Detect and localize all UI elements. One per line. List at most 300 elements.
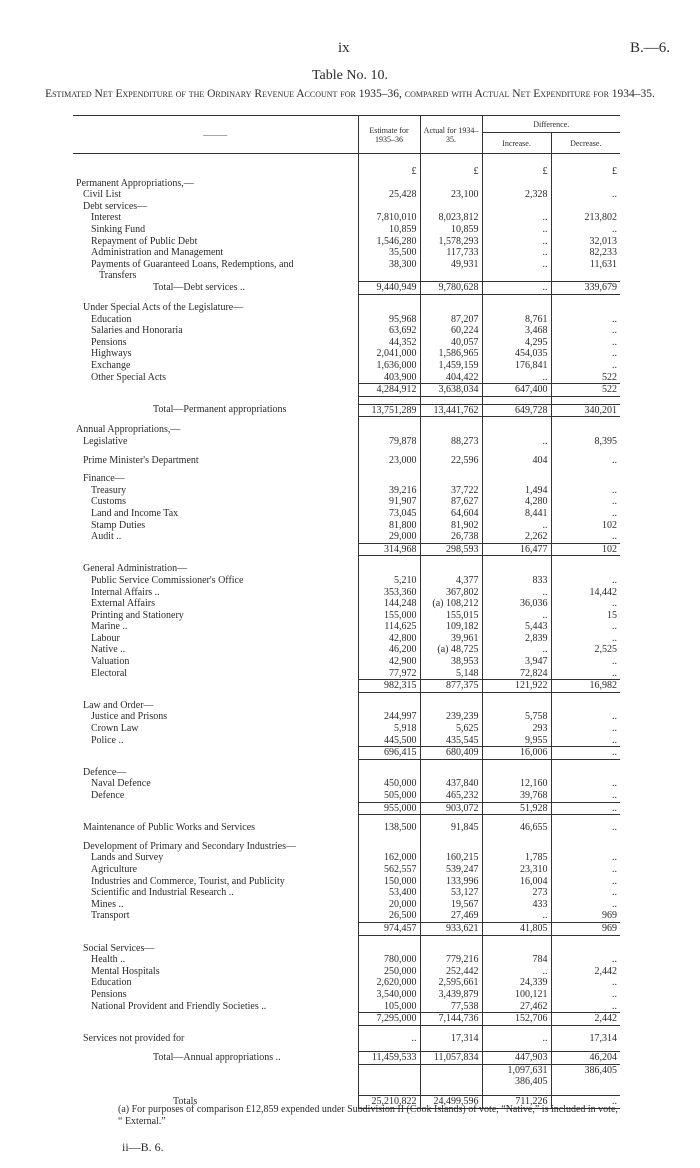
table-row bbox=[73, 455, 620, 467]
actual-cell: 24,499,596 bbox=[420, 1096, 482, 1109]
empty-cell bbox=[420, 201, 482, 213]
actual-cell: 404,422 bbox=[420, 372, 482, 384]
estimate-cell: 1,636,000 bbox=[358, 360, 420, 372]
group-heading: Development of Primary and Secondary Industries— bbox=[83, 840, 297, 852]
increase-cell: 447,903 bbox=[482, 1052, 551, 1065]
increase-cell: 433 bbox=[482, 899, 551, 911]
actual-cell: 155,015 bbox=[420, 610, 482, 622]
empty-cell bbox=[482, 270, 551, 282]
decrease-cell: .. bbox=[551, 189, 620, 201]
row-label: Agriculture bbox=[91, 863, 138, 875]
decrease-cell: .. bbox=[551, 360, 620, 372]
spacer-row bbox=[73, 692, 620, 700]
increase-cell: 2,262 bbox=[482, 531, 551, 543]
table-row bbox=[73, 876, 620, 888]
row-label: Repayment of Public Debt bbox=[91, 235, 198, 247]
increase-cell: .. bbox=[482, 282, 551, 295]
table-row bbox=[73, 496, 620, 508]
estimate-cell: 44,352 bbox=[358, 337, 420, 349]
estimate-cell: 46,200 bbox=[358, 644, 420, 656]
empty-cell bbox=[358, 700, 420, 712]
estimate-cell: 2,620,000 bbox=[358, 977, 420, 989]
row-label: Valuation bbox=[91, 656, 130, 668]
increase-cell: 4,280 bbox=[482, 496, 551, 508]
spacer-row bbox=[73, 1044, 620, 1052]
table-title: Table No. 10. bbox=[311, 68, 388, 83]
decrease-cell: 102 bbox=[551, 543, 620, 556]
spacer-cell bbox=[482, 935, 551, 943]
actual-cell: 133,996 bbox=[420, 876, 482, 888]
increase-cell: 24,339 bbox=[482, 977, 551, 989]
decrease-cell: .. bbox=[551, 633, 620, 645]
group-heading-row bbox=[73, 302, 620, 314]
actual-cell: 3,439,879 bbox=[420, 989, 482, 1001]
spacer-row bbox=[73, 295, 620, 303]
spacer-cell bbox=[420, 1044, 482, 1052]
actual-cell: 5,148 bbox=[420, 668, 482, 680]
spacer-cell bbox=[358, 692, 420, 700]
increase-cell: 833 bbox=[482, 575, 551, 587]
decrease-cell: 213,802 bbox=[551, 212, 620, 224]
actual-cell: 38,953 bbox=[420, 656, 482, 668]
estimate-cell: 5,210 bbox=[358, 575, 420, 587]
row-label bbox=[73, 1076, 358, 1088]
actual-cell: 10,859 bbox=[420, 224, 482, 236]
subtotal-row bbox=[73, 404, 620, 417]
estimate-cell: 562,557 bbox=[358, 864, 420, 876]
actual-cell: 11,057,834 bbox=[420, 1052, 482, 1065]
row-label: External Affairs bbox=[91, 598, 155, 610]
header-difference: Difference. bbox=[482, 116, 620, 133]
actual-cell bbox=[420, 1076, 482, 1088]
increase-cell: 647,400 bbox=[482, 384, 551, 397]
decrease-cell: .. bbox=[551, 508, 620, 520]
estimate-cell: 10,859 bbox=[358, 224, 420, 236]
empty-cell bbox=[551, 201, 620, 213]
estimate-cell: 7,810,010 bbox=[358, 212, 420, 224]
actual-cell: 465,232 bbox=[420, 790, 482, 802]
estimate-cell: 91,907 bbox=[358, 496, 420, 508]
table-row bbox=[73, 598, 620, 610]
row-label: Health .. bbox=[91, 954, 126, 966]
decrease-cell: .. bbox=[551, 876, 620, 888]
spacer-row bbox=[73, 466, 620, 473]
spacer-cell bbox=[73, 556, 358, 564]
empty-cell bbox=[358, 767, 420, 779]
spacer-cell bbox=[420, 834, 482, 841]
increase-cell: .. bbox=[482, 259, 551, 271]
decrease-cell: .. bbox=[551, 575, 620, 587]
increase-cell: 273 bbox=[482, 887, 551, 899]
increase-cell: .. bbox=[482, 436, 551, 448]
increase-cell: 1,785 bbox=[482, 852, 551, 864]
table-row bbox=[73, 822, 620, 834]
table-body bbox=[73, 116, 620, 1109]
subtotal-row bbox=[73, 282, 620, 295]
row-label: Pensions bbox=[91, 336, 127, 348]
empty-cell bbox=[482, 943, 551, 955]
row-label: Salaries and Honoraria bbox=[91, 325, 183, 337]
subtotal-row bbox=[73, 543, 620, 556]
currency-row bbox=[73, 166, 620, 178]
table-row bbox=[73, 1033, 620, 1045]
empty-cell bbox=[420, 700, 482, 712]
spacer-cell bbox=[73, 1025, 358, 1033]
row-label: Transport bbox=[91, 910, 130, 922]
group-heading: Transfers bbox=[99, 270, 137, 282]
estimate-cell: 26,500 bbox=[358, 910, 420, 922]
table-row bbox=[73, 864, 620, 876]
increase-cell: 16,006 bbox=[482, 747, 551, 760]
decrease-cell: .. bbox=[551, 325, 620, 337]
table-row bbox=[73, 247, 620, 259]
actual-cell: (a) 108,212 bbox=[420, 598, 482, 610]
spacer-cell bbox=[482, 1044, 551, 1052]
decrease-cell: .. bbox=[551, 852, 620, 864]
row-label bbox=[73, 384, 358, 397]
footnote: (a) For purposes of comparison £12,859 expended under Subdivision II (Cook Islands) of vote, “Native,” is included in vote, “ External.” bbox=[118, 1104, 618, 1127]
estimate-cell: 445,500 bbox=[358, 735, 420, 747]
decrease-cell: .. bbox=[551, 224, 620, 236]
table-row bbox=[73, 989, 620, 1001]
empty-cell bbox=[358, 178, 420, 190]
spacer-cell bbox=[358, 834, 420, 841]
actual-cell: 539,247 bbox=[420, 864, 482, 876]
actual-cell: 367,802 bbox=[420, 587, 482, 599]
row-label: Scientific and Industrial Research .. bbox=[91, 887, 234, 899]
estimate-cell: 63,692 bbox=[358, 325, 420, 337]
increase-cell: 8,441 bbox=[482, 508, 551, 520]
row-label: Other Special Acts bbox=[91, 371, 166, 383]
increase-cell: 3,947 bbox=[482, 656, 551, 668]
increase-cell: .. bbox=[482, 372, 551, 384]
decrease-cell: 386,405 bbox=[551, 1064, 620, 1076]
empty-cell bbox=[358, 841, 420, 853]
subtotal-row bbox=[73, 680, 620, 693]
decrease-cell: .. bbox=[551, 711, 620, 723]
subtotal-row bbox=[73, 747, 620, 760]
estimate-cell: 138,500 bbox=[358, 822, 420, 834]
actual-cell: 2,595,661 bbox=[420, 977, 482, 989]
actual-cell: 23,100 bbox=[420, 189, 482, 201]
estimate-cell: 150,000 bbox=[358, 876, 420, 888]
estimate-cell: 25,210,822 bbox=[358, 1096, 420, 1109]
increase-cell: .. bbox=[482, 247, 551, 259]
empty-cell bbox=[420, 270, 482, 282]
spacer-cell bbox=[358, 417, 420, 425]
decrease-cell: 11,631 bbox=[551, 259, 620, 271]
spacer-cell bbox=[551, 759, 620, 767]
empty-cell bbox=[551, 943, 620, 955]
estimate-cell: 2,041,000 bbox=[358, 348, 420, 360]
currency-dec: £ bbox=[551, 166, 620, 178]
spacer-cell bbox=[482, 834, 551, 841]
header-decrease: Decrease. bbox=[551, 133, 620, 154]
table-row bbox=[73, 224, 620, 236]
empty-cell bbox=[482, 178, 551, 190]
increase-cell: .. bbox=[482, 1033, 551, 1045]
spacer-cell bbox=[420, 556, 482, 564]
table-row bbox=[73, 899, 620, 911]
header-increase: Increase. bbox=[482, 133, 551, 154]
decrease-cell: 2,442 bbox=[551, 966, 620, 978]
row-label: Treasury bbox=[91, 484, 127, 496]
actual-cell: 22,596 bbox=[420, 455, 482, 467]
estimate-cell: 1,546,280 bbox=[358, 236, 420, 248]
actual-cell: 117,733 bbox=[420, 247, 482, 259]
row-label: Pensions bbox=[91, 988, 127, 1000]
actual-cell: 1,578,293 bbox=[420, 236, 482, 248]
actual-cell: 239,239 bbox=[420, 711, 482, 723]
row-label: Total—Debt services .. bbox=[153, 281, 246, 293]
increase-cell: .. bbox=[482, 587, 551, 599]
spacer-cell bbox=[551, 1088, 620, 1096]
group-heading: Permanent Appropriations,— bbox=[76, 177, 194, 189]
spacer-cell bbox=[482, 466, 551, 473]
increase-cell: 39,768 bbox=[482, 790, 551, 802]
group-heading-row bbox=[73, 473, 620, 485]
increase-cell: .. bbox=[482, 910, 551, 922]
actual-cell: 19,567 bbox=[420, 899, 482, 911]
increase-cell: 27,462 bbox=[482, 1001, 551, 1013]
estimate-cell: 73,045 bbox=[358, 508, 420, 520]
group-heading-row bbox=[73, 270, 620, 282]
spacer-cell bbox=[358, 1088, 420, 1096]
estimate-cell: 403,900 bbox=[358, 372, 420, 384]
row-label: Totals bbox=[173, 1095, 198, 1107]
row-label bbox=[73, 1013, 358, 1026]
empty-cell bbox=[551, 767, 620, 779]
estimate-cell: .. bbox=[358, 1033, 420, 1045]
empty-cell bbox=[482, 424, 551, 436]
estimate-cell: 13,751,289 bbox=[358, 404, 420, 417]
spacer-cell bbox=[551, 295, 620, 303]
row-label: Labour bbox=[91, 632, 120, 644]
actual-cell: 87,627 bbox=[420, 496, 482, 508]
spacer-cell bbox=[420, 692, 482, 700]
row-label: Maintenance of Public Works and Services bbox=[83, 822, 256, 834]
estimate-cell: 11,459,533 bbox=[358, 1052, 420, 1065]
group-heading-row bbox=[73, 424, 620, 436]
estimate-cell: 4,284,912 bbox=[358, 384, 420, 397]
decrease-cell: 16,982 bbox=[551, 680, 620, 693]
actual-cell: 91,845 bbox=[420, 822, 482, 834]
table-row bbox=[73, 910, 620, 922]
page-header bbox=[0, 40, 700, 60]
estimate-cell: 780,000 bbox=[358, 954, 420, 966]
empty-cell bbox=[420, 302, 482, 314]
actual-cell: 4,377 bbox=[420, 575, 482, 587]
empty-cell bbox=[420, 178, 482, 190]
spacer-cell bbox=[73, 466, 358, 473]
spacer-cell bbox=[73, 1044, 358, 1052]
row-label bbox=[73, 802, 358, 815]
subtotal-row bbox=[73, 384, 620, 397]
empty-cell bbox=[358, 424, 420, 436]
row-label bbox=[73, 922, 358, 935]
table-header-row bbox=[73, 116, 620, 133]
table-row bbox=[73, 1076, 620, 1088]
actual-cell: 64,604 bbox=[420, 508, 482, 520]
document-reference: B.—6. bbox=[629, 40, 670, 56]
decrease-cell: 969 bbox=[551, 910, 620, 922]
subtotal-row bbox=[73, 802, 620, 815]
actual-cell: 27,469 bbox=[420, 910, 482, 922]
actual-cell: 40,057 bbox=[420, 337, 482, 349]
spacer-cell bbox=[358, 935, 420, 943]
empty-cell bbox=[482, 302, 551, 314]
estimate-cell: 39,216 bbox=[358, 485, 420, 497]
decrease-cell: .. bbox=[551, 735, 620, 747]
increase-cell: 51,928 bbox=[482, 802, 551, 815]
table-row bbox=[73, 1001, 620, 1013]
decrease-cell: 46,204 bbox=[551, 1052, 620, 1065]
row-label: Justice and Prisons bbox=[91, 711, 168, 723]
spacer-cell bbox=[482, 448, 551, 455]
empty-cell bbox=[551, 270, 620, 282]
estimate-cell: 505,000 bbox=[358, 790, 420, 802]
estimate-cell: 244,997 bbox=[358, 711, 420, 723]
row-label bbox=[73, 543, 358, 556]
spacer-row bbox=[73, 834, 620, 841]
group-heading: Defence— bbox=[83, 766, 127, 778]
spacer-cell bbox=[73, 295, 358, 303]
increase-cell: 121,922 bbox=[482, 680, 551, 693]
table-row bbox=[73, 587, 620, 599]
estimate-cell: 450,000 bbox=[358, 778, 420, 790]
spacer-cell bbox=[73, 417, 358, 425]
spacer-cell bbox=[551, 556, 620, 564]
actual-cell: 3,638,034 bbox=[420, 384, 482, 397]
row-label: Mental Hospitals bbox=[91, 965, 160, 977]
estimate-cell: 155,000 bbox=[358, 610, 420, 622]
actual-cell: 60,224 bbox=[420, 325, 482, 337]
increase-cell: .. bbox=[482, 224, 551, 236]
increase-cell: 386,405 bbox=[482, 1076, 551, 1088]
spacer-cell bbox=[358, 1044, 420, 1052]
decrease-cell: .. bbox=[551, 485, 620, 497]
increase-cell: 2,328 bbox=[482, 189, 551, 201]
increase-cell: 9,955 bbox=[482, 735, 551, 747]
estimate-cell: 353,360 bbox=[358, 587, 420, 599]
spacer-cell bbox=[73, 759, 358, 767]
increase-cell: 16,477 bbox=[482, 543, 551, 556]
actual-cell: 13,441,762 bbox=[420, 404, 482, 417]
row-label: Total—Annual appropriations .. bbox=[153, 1051, 281, 1063]
decrease-cell: 15 bbox=[551, 610, 620, 622]
spacer-cell bbox=[551, 834, 620, 841]
decrease-cell: .. bbox=[551, 802, 620, 815]
decrease-cell: .. bbox=[551, 1096, 620, 1109]
increase-cell: 8,761 bbox=[482, 314, 551, 326]
spacer-cell bbox=[482, 556, 551, 564]
row-label: Mines .. bbox=[91, 898, 124, 910]
table-row bbox=[73, 790, 620, 802]
estimate-cell: 25,428 bbox=[358, 189, 420, 201]
spacer-cell bbox=[73, 834, 358, 841]
currency-inc: £ bbox=[482, 166, 551, 178]
spacer-cell bbox=[358, 759, 420, 767]
spacer-cell bbox=[551, 448, 620, 455]
estimate-cell: 23,000 bbox=[358, 455, 420, 467]
row-label: Administration and Management bbox=[91, 247, 224, 259]
empty-cell bbox=[358, 473, 420, 485]
group-heading-row bbox=[73, 563, 620, 575]
empty-cell bbox=[358, 943, 420, 955]
table-subtitle: Estimated Net Expenditure of the Ordinary Revenue Account for 1935–36, compared with Actual Net Expenditure for 1934–35. bbox=[45, 88, 655, 100]
empty-cell bbox=[420, 767, 482, 779]
group-heading-row bbox=[73, 767, 620, 779]
table-row bbox=[73, 325, 620, 337]
row-label: Civil List bbox=[83, 189, 122, 201]
table-row bbox=[73, 212, 620, 224]
actual-cell: 160,215 bbox=[420, 852, 482, 864]
increase-cell: 4,295 bbox=[482, 337, 551, 349]
decrease-cell: 82,233 bbox=[551, 247, 620, 259]
row-label: Sinking Fund bbox=[91, 223, 146, 235]
increase-cell: 784 bbox=[482, 954, 551, 966]
actual-cell: 26,738 bbox=[420, 531, 482, 543]
decrease-cell: .. bbox=[551, 899, 620, 911]
spacer-row bbox=[73, 556, 620, 564]
decrease-cell: .. bbox=[551, 598, 620, 610]
spacer-row bbox=[73, 1025, 620, 1033]
table-row bbox=[73, 723, 620, 735]
spacer-cell bbox=[551, 815, 620, 823]
decrease-cell: .. bbox=[551, 778, 620, 790]
empty-cell bbox=[420, 424, 482, 436]
decrease-cell: .. bbox=[551, 747, 620, 760]
spacer-cell bbox=[420, 759, 482, 767]
increase-cell: 72,824 bbox=[482, 668, 551, 680]
estimate-cell: 35,500 bbox=[358, 247, 420, 259]
decrease-cell: .. bbox=[551, 1001, 620, 1013]
decrease-cell: 17,314 bbox=[551, 1033, 620, 1045]
spacer-cell bbox=[551, 935, 620, 943]
spacer-cell bbox=[73, 935, 358, 943]
increase-cell: 2,839 bbox=[482, 633, 551, 645]
actual-cell: 39,961 bbox=[420, 633, 482, 645]
row-label: Customs bbox=[91, 496, 127, 508]
empty-cell bbox=[358, 270, 420, 282]
row-label: Marine .. bbox=[91, 621, 128, 633]
decrease-cell: .. bbox=[551, 989, 620, 1001]
spacer-cell bbox=[420, 448, 482, 455]
decrease-cell: .. bbox=[551, 314, 620, 326]
spacer-cell bbox=[551, 396, 620, 404]
actual-cell: 5,625 bbox=[420, 723, 482, 735]
table-row bbox=[73, 633, 620, 645]
spacer-cell bbox=[482, 815, 551, 823]
decrease-cell: 2,525 bbox=[551, 644, 620, 656]
table-row bbox=[73, 436, 620, 448]
spacer-row bbox=[73, 154, 620, 167]
row-label: Highways bbox=[91, 348, 132, 360]
row-label bbox=[73, 680, 358, 693]
row-label: Legislative bbox=[83, 435, 128, 447]
decrease-cell: 522 bbox=[551, 372, 620, 384]
empty-cell bbox=[482, 563, 551, 575]
spacer-row bbox=[73, 396, 620, 404]
increase-cell: 100,121 bbox=[482, 989, 551, 1001]
increase-cell: 1,494 bbox=[482, 485, 551, 497]
actual-cell: 933,621 bbox=[420, 922, 482, 935]
decrease-cell: .. bbox=[551, 337, 620, 349]
table-row bbox=[73, 575, 620, 587]
subtotal-row bbox=[73, 1052, 620, 1065]
table-row bbox=[73, 508, 620, 520]
estimate-cell: 696,415 bbox=[358, 747, 420, 760]
